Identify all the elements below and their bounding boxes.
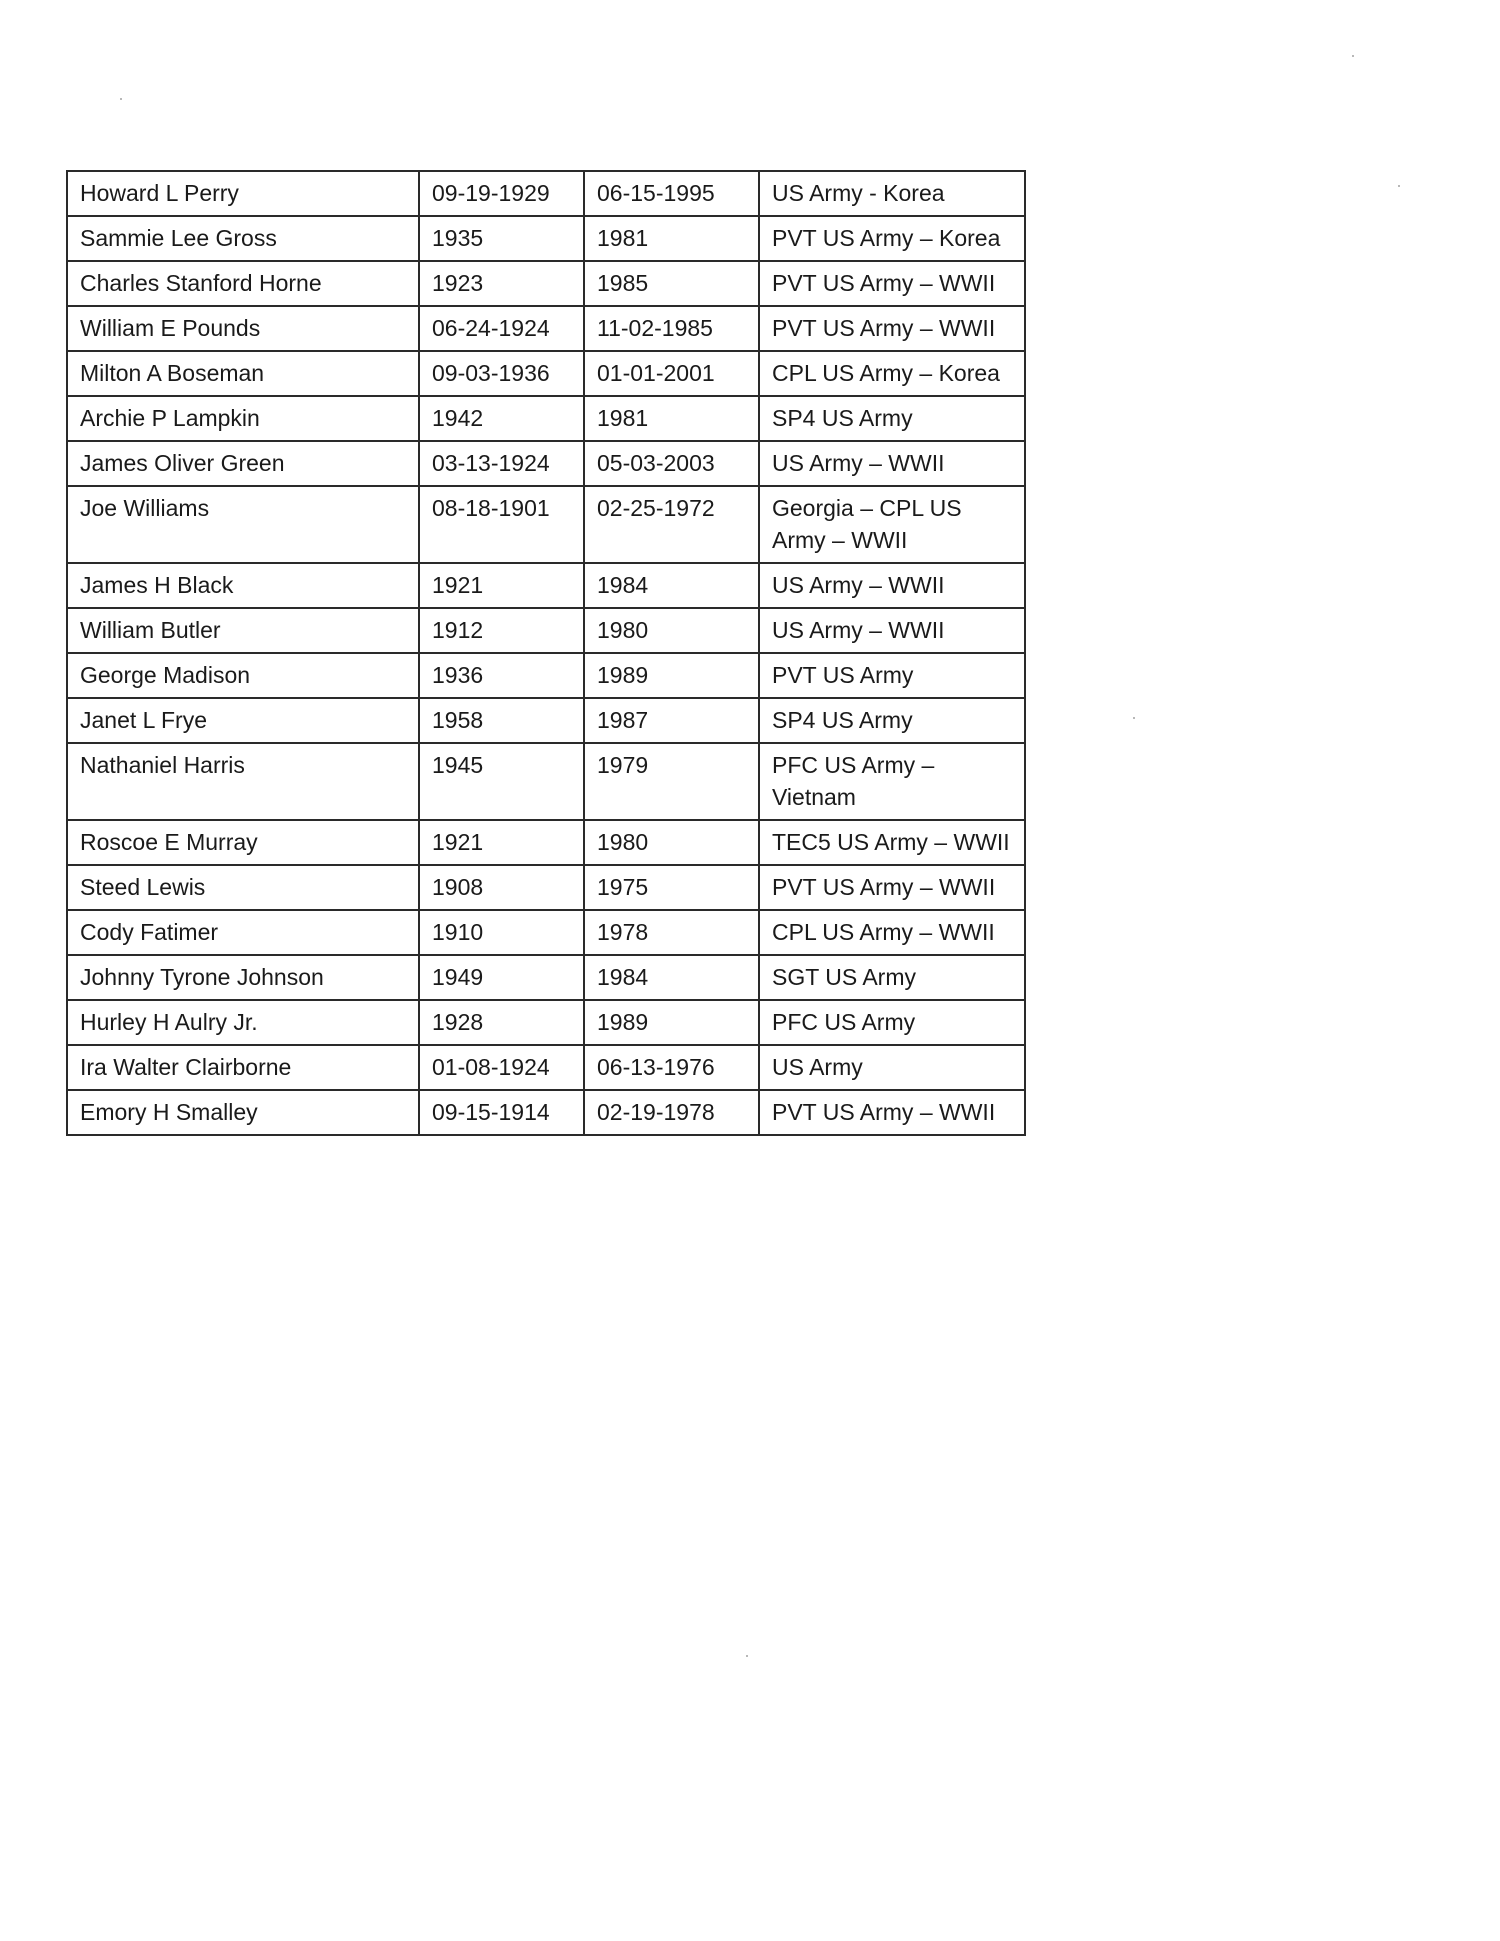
table-row (67, 486, 1025, 563)
military-service: US Army - Korea (759, 171, 1025, 216)
veteran-name: Joe Williams (67, 486, 419, 563)
death-date: 1989 (584, 1000, 759, 1045)
birth-date: 06-24-1924 (419, 306, 584, 351)
birth-date: 03-13-1924 (419, 441, 584, 486)
birth-date: 1921 (419, 563, 584, 608)
table-row (67, 955, 1025, 1000)
veteran-name: George Madison (67, 653, 419, 698)
death-date: 01-01-2001 (584, 351, 759, 396)
military-service: PVT US Army – WWII (759, 261, 1025, 306)
veteran-name: Ira Walter Clairborne (67, 1045, 419, 1090)
death-date: 1989 (584, 653, 759, 698)
death-date: 1979 (584, 743, 759, 820)
military-service: PFC US Army – Vietnam (759, 743, 1025, 820)
veteran-name: Janet L Frye (67, 698, 419, 743)
table-row (67, 653, 1025, 698)
table-row (67, 261, 1025, 306)
scan-speck (746, 1655, 748, 1657)
veteran-name: William E Pounds (67, 306, 419, 351)
table-row (67, 608, 1025, 653)
death-date: 1985 (584, 261, 759, 306)
birth-date: 09-03-1936 (419, 351, 584, 396)
military-service: CPL US Army – WWII (759, 910, 1025, 955)
military-service: SGT US Army (759, 955, 1025, 1000)
death-date: 1980 (584, 608, 759, 653)
death-date: 02-25-1972 (584, 486, 759, 563)
veteran-name: Hurley H Aulry Jr. (67, 1000, 419, 1045)
military-service: US Army – WWII (759, 441, 1025, 486)
birth-date: 1910 (419, 910, 584, 955)
veteran-name: Archie P Lampkin (67, 396, 419, 441)
table-row (67, 563, 1025, 608)
veteran-name: Emory H Smalley (67, 1090, 419, 1135)
veteran-name: James H Black (67, 563, 419, 608)
death-date: 05-03-2003 (584, 441, 759, 486)
birth-date: 1958 (419, 698, 584, 743)
table-row (67, 865, 1025, 910)
veteran-name: Johnny Tyrone Johnson (67, 955, 419, 1000)
military-service: CPL US Army – Korea (759, 351, 1025, 396)
veteran-name: Roscoe E Murray (67, 820, 419, 865)
birth-date: 1949 (419, 955, 584, 1000)
death-date: 06-13-1976 (584, 1045, 759, 1090)
military-service: PFC US Army (759, 1000, 1025, 1045)
birth-date: 1935 (419, 216, 584, 261)
military-service: SP4 US Army (759, 698, 1025, 743)
military-service: Georgia – CPL US Army – WWII (759, 486, 1025, 563)
table-row (67, 216, 1025, 261)
scan-speck (120, 98, 122, 100)
birth-date: 1942 (419, 396, 584, 441)
death-date: 1981 (584, 396, 759, 441)
military-service: US Army – WWII (759, 608, 1025, 653)
death-date: 1980 (584, 820, 759, 865)
military-service: PVT US Army – Korea (759, 216, 1025, 261)
table-row (67, 396, 1025, 441)
military-service: SP4 US Army (759, 396, 1025, 441)
birth-date: 1912 (419, 608, 584, 653)
table-row (67, 171, 1025, 216)
veteran-name: Charles Stanford Horne (67, 261, 419, 306)
veterans-table-body (67, 171, 1025, 1135)
veterans-table (66, 170, 1026, 1136)
military-service: PVT US Army – WWII (759, 1090, 1025, 1135)
veteran-name: Nathaniel Harris (67, 743, 419, 820)
military-service: TEC5 US Army – WWII (759, 820, 1025, 865)
birth-date: 1923 (419, 261, 584, 306)
veteran-name: Steed Lewis (67, 865, 419, 910)
military-service: PVT US Army – WWII (759, 865, 1025, 910)
table-row (67, 1090, 1025, 1135)
veteran-name: James Oliver Green (67, 441, 419, 486)
death-date: 1978 (584, 910, 759, 955)
military-service: PVT US Army – WWII (759, 306, 1025, 351)
table-row (67, 441, 1025, 486)
death-date: 1981 (584, 216, 759, 261)
death-date: 1975 (584, 865, 759, 910)
table-row (67, 698, 1025, 743)
birth-date: 1945 (419, 743, 584, 820)
military-service: US Army (759, 1045, 1025, 1090)
veteran-name: Sammie Lee Gross (67, 216, 419, 261)
scan-speck (1398, 185, 1400, 187)
table-row (67, 910, 1025, 955)
table-row (67, 306, 1025, 351)
veteran-name: Milton A Boseman (67, 351, 419, 396)
veteran-name: William Butler (67, 608, 419, 653)
military-service: PVT US Army (759, 653, 1025, 698)
military-service: US Army – WWII (759, 563, 1025, 608)
scan-speck (1133, 717, 1135, 719)
table-row (67, 1000, 1025, 1045)
table-row (67, 820, 1025, 865)
birth-date: 1908 (419, 865, 584, 910)
death-date: 1984 (584, 955, 759, 1000)
scan-speck (1352, 55, 1354, 57)
birth-date: 1928 (419, 1000, 584, 1045)
table-row (67, 743, 1025, 820)
death-date: 1987 (584, 698, 759, 743)
death-date: 11-02-1985 (584, 306, 759, 351)
death-date: 06-15-1995 (584, 171, 759, 216)
birth-date: 09-15-1914 (419, 1090, 584, 1135)
table-row (67, 351, 1025, 396)
birth-date: 08-18-1901 (419, 486, 584, 563)
veteran-name: Cody Fatimer (67, 910, 419, 955)
table-row (67, 1045, 1025, 1090)
veteran-name: Howard L Perry (67, 171, 419, 216)
birth-date: 01-08-1924 (419, 1045, 584, 1090)
birth-date: 1921 (419, 820, 584, 865)
death-date: 1984 (584, 563, 759, 608)
birth-date: 1936 (419, 653, 584, 698)
birth-date: 09-19-1929 (419, 171, 584, 216)
death-date: 02-19-1978 (584, 1090, 759, 1135)
